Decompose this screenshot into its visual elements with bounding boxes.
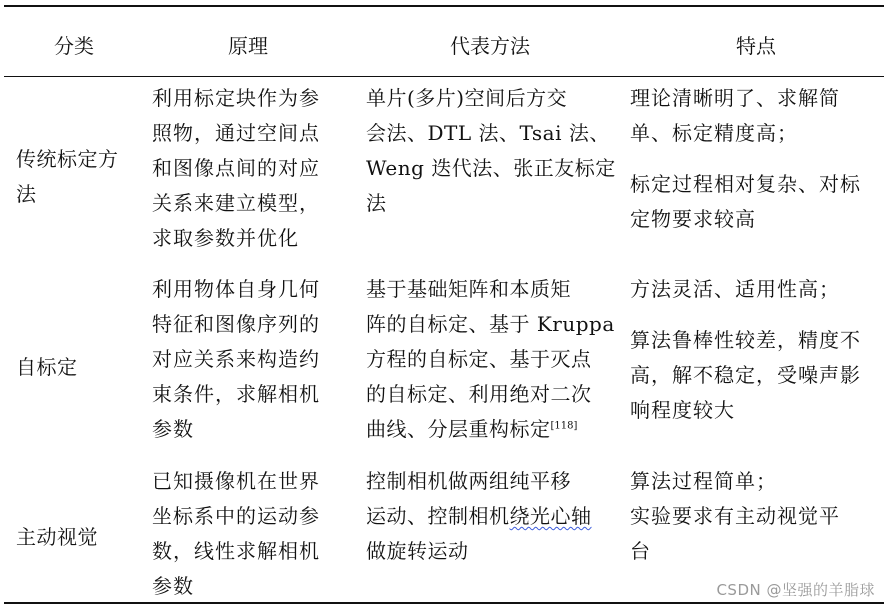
row-self-calibration-principle: 利用物体自身几何 特征和图像序列的 对应关系来构造约 束条件，求解相机 参数 (152, 277, 320, 441)
row-self-calibration-features-1: 方法灵活、适用性高； (630, 277, 840, 301)
table-top-rule (4, 5, 884, 7)
row-traditional-features-1: 理论清晰明了、求解简 单、标定精度高； (630, 86, 840, 145)
header-methods: 代表方法 (450, 34, 530, 58)
row-self-calibration-category: 自标定 (16, 355, 78, 379)
row-active-vision-features: 算法过程简单； 实验要求有主动视觉平 台 (630, 469, 840, 563)
row-traditional-methods: 单片(多片)空间后方交 会法、DTL 法、Tsai 法、 Weng 迭代法、张正友标定 法 (366, 86, 616, 215)
row-active-vision-category: 主动视觉 (16, 525, 98, 549)
table-bottom-rule (4, 602, 884, 604)
comparison-table (4, 0, 884, 610)
row-traditional-principle: 利用标定块作为参 照物，通过空间点 和图像点间的对应 关系来建立模型， 求取参数并优化 (152, 86, 320, 250)
header-features: 特点 (736, 34, 776, 58)
row-active-vision-methods-part-a: 控制相机做两组纯平移 运动、控制相机 (366, 469, 571, 528)
watermark: CSDN @坚强的羊脂球 (716, 581, 875, 599)
header-category: 分类 (54, 34, 94, 58)
row-active-vision-methods (366, 464, 616, 569)
row-self-calibration-features-2: 算法鲁棒性较差，精度不 高，解不稳定，受噪声影 响程度较大 (630, 328, 861, 422)
row-self-calibration-methods-text: 基于基础矩阵和本质矩 阵的自标定、基于 Kruppa 方程的自标定、基于灭点 的自标定、利用绝对二次 曲线、分层重构标定 (366, 277, 615, 441)
row-active-vision-principle: 已知摄像机在世界 坐标系中的运动参 数，线性求解相机 参数 (152, 469, 320, 598)
row-active-vision-methods-part-c: 做旋转运动 (366, 539, 469, 563)
spellcheck-underlined-text: 绕光心轴 (509, 504, 592, 528)
row-traditional-category: 传统标定方 法 (16, 147, 119, 206)
table-header-rule (4, 76, 884, 77)
row-traditional-features-2: 标定过程相对复杂、对标 定物要求较高 (630, 172, 861, 231)
citation-reference: [118] (550, 420, 578, 432)
header-principle: 原理 (228, 34, 268, 58)
row-self-calibration-methods (366, 272, 616, 447)
